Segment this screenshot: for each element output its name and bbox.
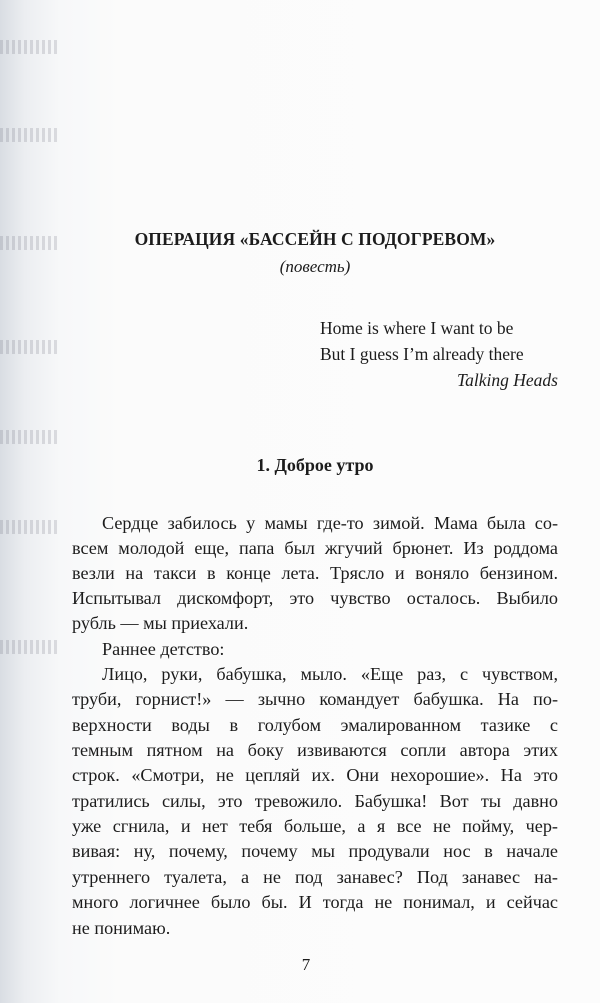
epigraph-author: Talking Heads xyxy=(457,370,558,390)
text-line: рубль — мы приехали. xyxy=(72,613,249,633)
text-line: много логичнее было бы. И тогда не понимал, и сейчас xyxy=(72,892,558,912)
text-line: верхности воды в голубом эмалированном тазике с xyxy=(72,715,558,735)
epigraph-line: Home is where I want to be xyxy=(320,318,514,338)
story-subtitle: (повесть) xyxy=(279,257,351,276)
page-number: 7 xyxy=(301,955,311,974)
text-line: Лицо, руки, бабушка, мыло. «Еще раз, с чувством, xyxy=(102,664,558,684)
text-line: строк. «Смотри, не цепляй их. Они нехорошие». На это xyxy=(72,765,558,785)
text-line: вивая: ну, почему, почему мы продували нос в начале xyxy=(72,841,558,861)
text-line: утреннего туалета, а не под занавес? Под занавес на- xyxy=(72,867,558,887)
text-line: темным пятном на боку извиваются сопли автора этих xyxy=(72,740,558,760)
chapter-heading: 1. Доброе утро xyxy=(256,455,374,475)
bleed-through-mark xyxy=(0,236,60,250)
text-line: везли на такси в конце лета. Трясло и воняло бензином. xyxy=(72,563,558,583)
text-line: Испытывал дискомфорт, это чувство осталось. Выбило xyxy=(72,588,558,608)
text-line: не понимаю. xyxy=(72,918,171,938)
epigraph-line: But I guess I’m already there xyxy=(320,344,524,364)
text-line: Сердце забилось у мамы где-то зимой. Мама была со- xyxy=(102,513,558,533)
bleed-through-mark xyxy=(0,128,60,142)
text-line: всем молодой еще, папа был жгучий брюнет. Из роддома xyxy=(72,538,558,558)
bleed-through-mark xyxy=(0,640,60,654)
bleed-through-mark xyxy=(0,40,60,54)
text-line: Раннее детство: xyxy=(102,639,225,659)
story-title: ОПЕРАЦИЯ «БАССЕЙН С ПОДОГРЕВОМ» xyxy=(134,229,496,249)
bleed-through-mark xyxy=(0,520,60,534)
text-line: уже сгнила, и нет тебя больше, а я все не пойму, чер- xyxy=(72,816,558,836)
bleed-through-mark xyxy=(0,430,60,444)
bleed-through-mark xyxy=(0,340,60,354)
text-line: труби, горнист!» — зычно командует бабушка. На по- xyxy=(72,689,558,709)
text-line: тратились силы, это тревожило. Бабушка! Вот ты давно xyxy=(72,791,558,811)
